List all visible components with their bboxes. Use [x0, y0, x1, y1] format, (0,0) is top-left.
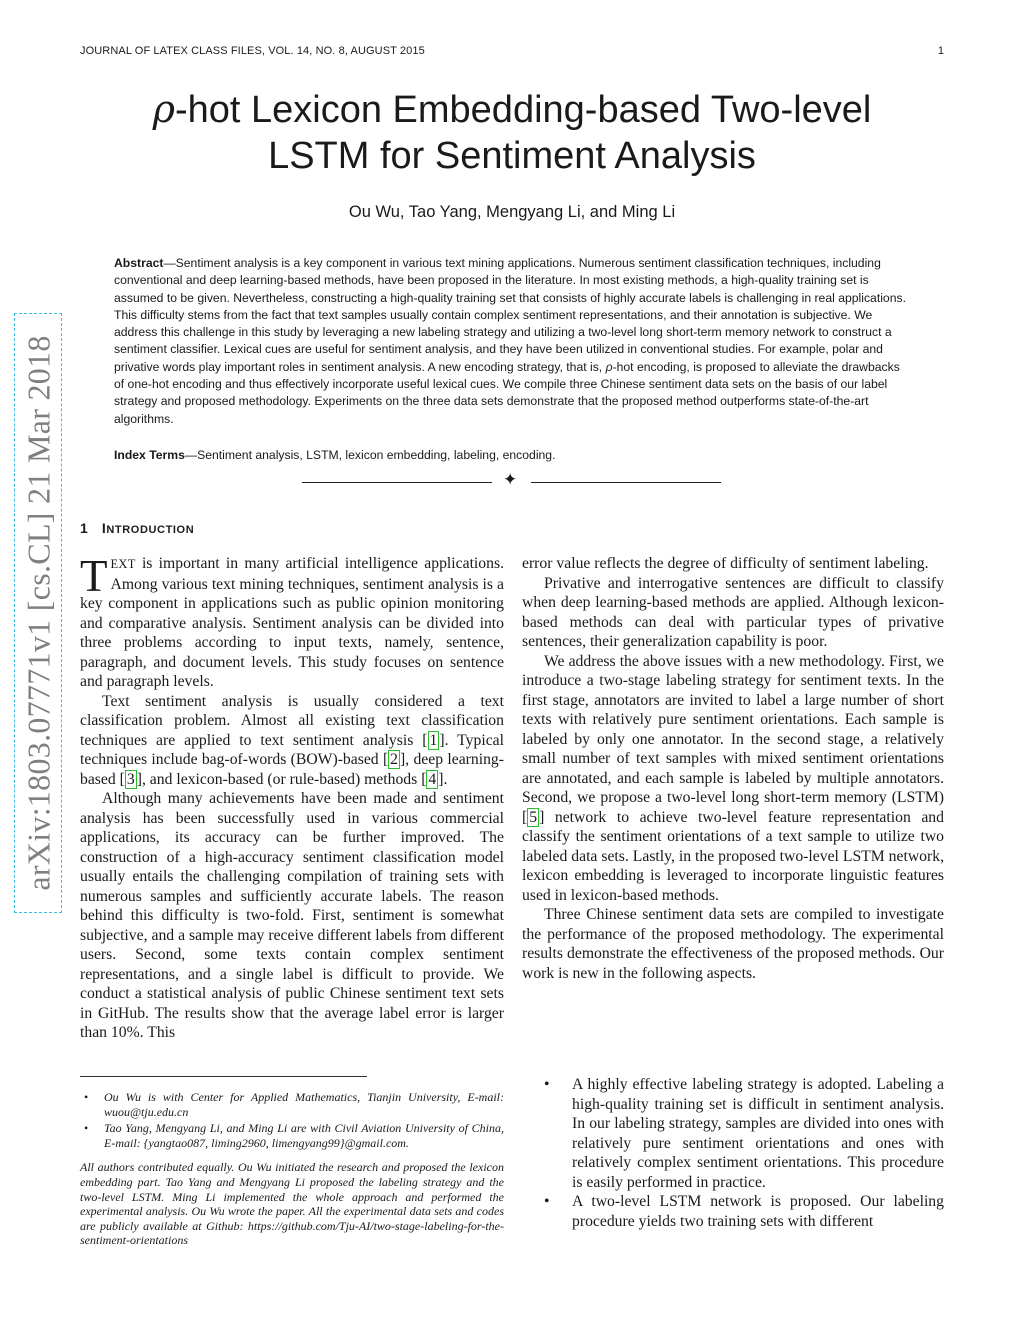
section-title-rest: NTRODUCTION	[106, 524, 195, 536]
abstract-rho: ρ	[605, 359, 613, 374]
p2-segment-b: . Typical techniques include bag-of-words (BOW)-based	[80, 731, 504, 768]
paper-title	[0, 86, 1024, 179]
abstract-text-2: -hot encoding, is proposed to alleviate the drawbacks of one-hot encoding and thus effectively incorporate useful lexical cues. We compile three Chinese sentiment data sets on the basis of our label strategy and proposed methodology. Experiments on the three data sets demonstrate that the proposed method outperforms state-of-the-art algorithms.	[114, 359, 900, 426]
right-paragraph-2: Privative and interrogative sentences are difficult to classify when deep learning-based methods are applied. Although lexicon-based methods can deal with particular types of privative sentences, their generalization capability is poor.	[522, 574, 944, 650]
title-line-2: LSTM for Sentiment Analysis	[268, 135, 756, 177]
p2-segment-c: , deep learning-based	[80, 751, 504, 788]
intro-paragraph-3: Although many achievements have been made and sentiment analysis has been successfully used in various commercial applications, its accuracy can be further improved. The construction of a high-accuracy sentiment classification model usually entails the challenging compilation of training sets with numerous samples and sufficiently accurate labels. The reason behind this difficulty is two-fold. First, sentiment is somewhat subjective, and a sample may receive different labels from different users. Second, some texts contain complex sentiment representations, and a single label is difficult to provide. We conduct a statistical analysis of public Chinese sentiment text sets in GitHub. The results show that the average label error is larger than 10%. This	[80, 790, 504, 1041]
footnote-contribution: All authors contributed equally. Ou Wu initiated the research and proposed the lexicon embedding part. Tao Yang and Mengyang Li proposed the labeling strategy and the two-level LSTM. Ming Li implemented the whole approach and performed the experimental analysis. Ou Wu wrote the paper. All the experimental data sets and codes are publicly available at Github: https://github.com/Tju-AI/two-stage-labeling-for-the-sentiment-orientations	[80, 1160, 504, 1248]
right-paragraph-1: error value reflects the degree of difficulty of sentiment labeling.	[522, 555, 929, 572]
title-rho-symbol: ρ	[152, 87, 175, 131]
divider-left-rule	[302, 482, 492, 483]
abstract	[114, 255, 910, 428]
left-column	[80, 551, 504, 1043]
right-paragraph-4: Three Chinese sentiment data sets are compiled to investigate the performance of the proposed methodology. The experimental results demonstrate the effectiveness of the proposed methods. Our work is new in the following aspects.	[522, 906, 944, 982]
contribution-item-1: • A highly effective labeling strategy is adopted. Labeling a high-quality training set is difficult in sentiment analysis. In our labeling strategy, samples are divided into ones with relatively pure sentiment orientations and ones with relatively complex sentiment orientations. This procedure is easily performed in practice.	[522, 1075, 944, 1192]
index-terms	[114, 447, 910, 464]
index-terms-label: Index Terms	[114, 448, 185, 462]
right-paragraph-3: We address the above issues with a new methodology. First, we introduce a two-stage labeling strategy for sentiment texts. In the first stage, annotators are invited to label a large number of short texts with relatively pure sentiment orientations. Each sample is labeled by only one annotator. In the second stage, a relatively small number of text samples with mixed sentiment orientations are annotated, and each sample is labeled by multiple annotators. Second, we propose a two-level long short-term memory (LSTM) [ 5 ] network to achieve two-level feature representation and classify the sentiment orientations of a text sample to utilize two labeled data sets. Lastly, in the proposed two-level LSTM network, lexicon embedding is leveraged to incorporate linguistic features used in lexicon-based methods.	[522, 652, 944, 904]
author-list: Ou Wu, Tao Yang, Mengyang Li, and Ming Li	[348, 203, 676, 221]
contribution-item-2: • A two-level LSTM network is proposed. Our labeling procedure yields two training sets with different	[522, 1192, 944, 1231]
footnotes	[80, 1090, 504, 1248]
divider-right-rule	[531, 482, 721, 483]
citation-link-5[interactable]: 5	[529, 808, 538, 826]
divider-star-icon: ✦	[503, 470, 518, 490]
title-line-1: -hot Lexicon Embedding-based Two-level	[174, 89, 872, 131]
citation-link-4[interactable]: 4	[428, 770, 437, 788]
footnote-affiliation-2: • Tao Yang, Mengyang Li, and Ming Li are with Civil Aviation University of China, E-mail: {yangtao087, liming2960, limengyang99}@gmail.com.	[80, 1121, 504, 1150]
section-number: 1	[80, 520, 89, 536]
abstract-text-1: —Sentiment analysis is a key component in various text mining applications. Numerous sentiment classification techniques, including conventional and deep learning-based methods, have been proposed in the literature. In most existing methods, a high-quality training set is assumed to be given. Nevertheless, constructing a high-quality training set that consists of highly accurate labels is challenging in real applications. This difficulty stems from the fact that text samples usually contain complex sentiment representations, and their annotation is subjective. We address this challenge in this study by leveraging a new labeling strategy and utilizing a two-level long short-term memory network to construct a sentiment classifier. Lexical cues are useful for sentiment analysis, and they have been utilized in conventional studies. For example, polar and privative words play important roles in sentiment analysis. A new encoding strategy, that is,	[114, 256, 906, 374]
index-terms-text: —Sentiment analysis, LSTM, lexicon embedding, labeling, encoding.	[184, 448, 556, 462]
page-number: 1	[937, 45, 944, 57]
intro-paragraph-2: Text sentiment analysis is usually considered a text classification problem. Almost all existing text classification techniques are applied to text sentiment analysis [ 1 ]. Typical techniques include bag-of-words (BOW)-based [ 2 ], deep learning-based [ 3 ], and lexicon-based (or rule-based) methods [ 4 ].	[80, 692, 504, 788]
p2-segment-a: Text sentiment analysis is usually considered a text classification problem. Almost all existing text classification techniques are applied to text sentiment analysis	[80, 692, 504, 749]
section-title-initial: I	[101, 520, 107, 536]
rp3-segment-a: We address the above issues with a new methodology. First, we introduce a two-stage labeling strategy for sentiment texts. In the first stage, annotators are invited to label a large number of short texts with relatively pure sentiment orientations. Each sample is labeled by only one annotator. In the second stage, a relatively small number of text samples with mixed sentiment orientations are annotated, and each sample is labeled by multiple annotators. Second, we propose a two-level long short-term memory (LSTM)	[522, 652, 944, 806]
intro-paragraph-1	[80, 551, 504, 692]
arxiv-identifier[interactable]: arXiv:1803.07771v1 [cs.CL] 21 Mar 2018	[20, 335, 57, 891]
dropcap-smallcaps: EXT	[110, 557, 136, 571]
citation-link-2[interactable]: 2	[390, 751, 399, 768]
p2-segment-e: .	[443, 770, 448, 788]
contribution-list	[522, 1075, 944, 1231]
p2-segment-d: , and lexicon-based (or rule-based) methods	[141, 770, 422, 788]
running-header: JOURNAL OF LATEX CLASS FILES, VOL. 14, NO. 8, AUGUST 2015	[80, 45, 425, 57]
abstract-label: Abstract	[114, 256, 164, 270]
citation-link-1[interactable]: 1	[429, 731, 438, 749]
citation-link-3[interactable]: 3	[126, 770, 135, 788]
rp3-segment-b: network to achieve two-level feature representation and classify the sentiment orientations of a text sample to utilize two labeled data sets. Lastly, in the proposed two-level LSTM network, lexicon embedding is leveraged to incorporate linguistic features used in lexicon-based methods.	[522, 808, 944, 904]
footnote-rule	[80, 1076, 367, 1077]
intro-paragraph-1-text: is important in many artificial intelligence applications. Among various text mining techniques, sentiment analysis is a key component in applications such as public opinion monitoring and comparative analysis. Sentiment analysis can be divided into three problems according to input texts, namely, sentence, paragraph, and document levels. This study focuses on sentence and paragraph levels.	[80, 555, 504, 690]
footnote-affiliation-1: • Ou Wu is with Center for Applied Mathematics, Tianjin University, E-mail: wuou@tju.edu.cn	[80, 1090, 504, 1119]
right-column	[522, 554, 944, 983]
dropcap-letter: T	[80, 551, 108, 601]
section-heading	[80, 520, 194, 536]
